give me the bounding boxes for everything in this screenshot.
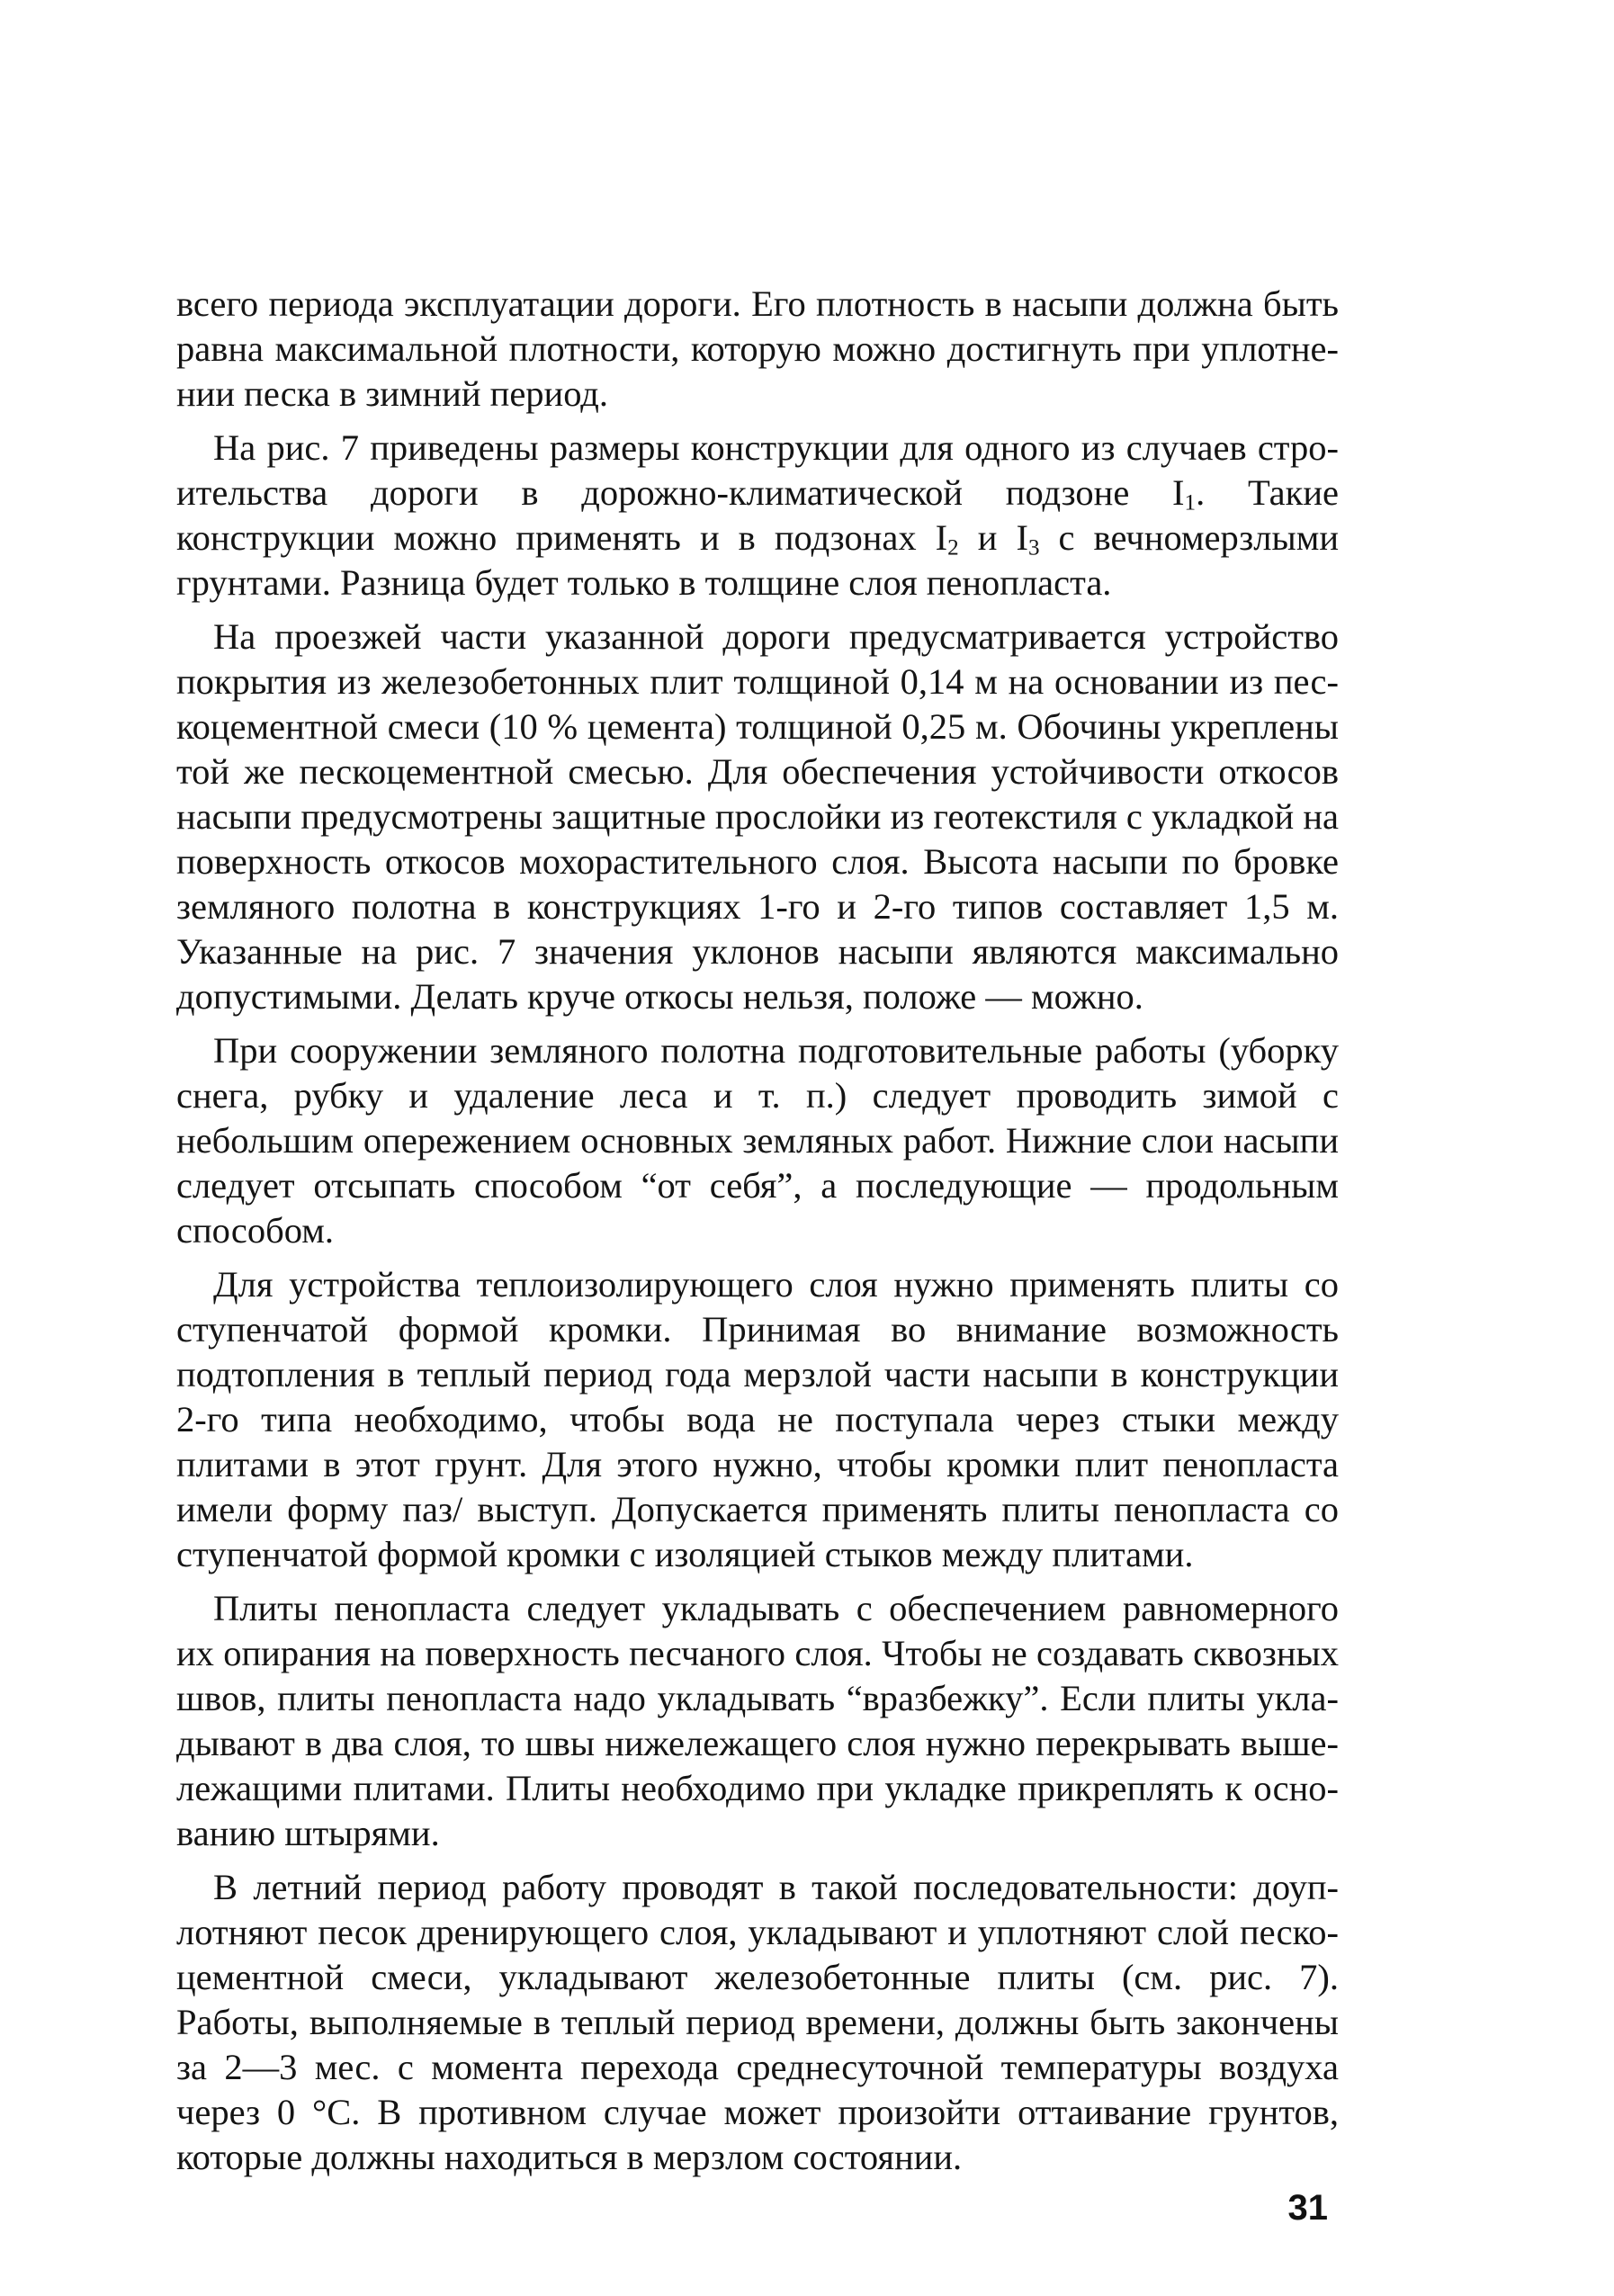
paragraph-text: и I <box>958 517 1028 558</box>
paragraph <box>176 614 1339 1019</box>
paragraph-text: . Такие конструкции можно применять и в подзонах I <box>176 472 1339 558</box>
paragraph <box>176 1586 1339 1856</box>
paragraph <box>176 1028 1339 1253</box>
paragraph-text: Для устройства теплоизолирующего слоя нужно применять плиты со ступенчатой формой кромки. Принимая во внимание возможность подтопления в теплый период года мерзлой части насыпи в конструкции 2-го типа необходимо, чтобы вода не поступала через стыки между плитами в этот грунт. Для этого нужно, чтобы кромки плит пенопласта имели форму паз/ выступ. Допускается применять плиты пенопласта со ступенчатой формой кромки с изоляцией стыков между плитами. <box>176 1264 1339 1574</box>
subscript: 1 <box>1184 490 1197 516</box>
paragraph <box>176 1865 1339 2180</box>
body-text <box>176 282 1339 2189</box>
paragraph-text: всего периода эксплуатации дороги. Его плотность в насыпи должна быть равна максимальной плотности, которую можно достигнуть при уплотнении песка в зимний период. <box>176 283 1339 414</box>
page-number: 31 <box>1287 2188 1328 2228</box>
paragraph-text: При сооружении земляного полотна подготовительные работы (уборку снега, рубку и удаление леса и т. п.) следует проводить зимой с небольшим опережением основных земляных работ. Нижние слои насыпи следует отсыпать способом “от себя”, а последующие — продольным способом. <box>176 1030 1339 1251</box>
paragraph-text: с вечномерзлыми грунтами. Разница будет только в толщине слоя пенопласта. <box>176 517 1339 603</box>
paragraph <box>176 282 1339 417</box>
paragraph-text: Плиты пенопласта следует укладывать с обеспечением равномерного их опирания на поверхность песчаного слоя. Чтобы не создавать сквозных швов, плиты пенопласта надо укладывать “вразбежку”. Если плиты укладывают в два слоя, то швы нижележащего слоя нужно перекрывать вышележащими плитами. Плиты необходимо при укладке прикреплять к основанию штырями. <box>176 1588 1339 1853</box>
paragraph-text: На проезжей части указанной дороги предусматривается устройство покрытия из железобетонных плит толщиной 0,14 м на основании из пескоцементной смеси (10 % цемента) толщиной 0,25 м. Обочины укреплены той же пескоцементной смесью. Для обеспечения устойчивости откосов насыпи предусмотрены защитные прослойки из геотекстиля с укладкой на поверхность откосов мохорастительного слоя. Высота насыпи по бровке земляного полотна в конструкциях 1-го и 2-го типов составляет 1,5 м. Указанные на рис. 7 значения уклонов насыпи являются максимально допустимыми. Делать круче откосы нельзя, положе — можно. <box>176 616 1339 1017</box>
paragraph <box>176 426 1339 605</box>
subscript: 2 <box>947 535 959 561</box>
subscript: 3 <box>1027 535 1040 561</box>
paragraph-text: На рис. 7 приведены размеры конструкции для одного из случаев строительства дороги в дорожно-климатической подзоне I <box>176 427 1339 513</box>
paragraph <box>176 1262 1339 1577</box>
paragraph-text: В летний период работу проводят в такой последовательности: доуплотняют песок дренирующего слоя, укладывают и уплотняют слой пескоцементной смеси, укладывают железобетонные плиты (см. рис. 7). Работы, выполняемые в теплый период времени, должны быть закончены за 2—3 мес. с момента перехода среднесуточной температуры воздуха через 0 °С. В противном случае может произойти оттаивание грунтов, которые должны находиться в мерзлом состоянии. <box>176 1867 1339 2177</box>
